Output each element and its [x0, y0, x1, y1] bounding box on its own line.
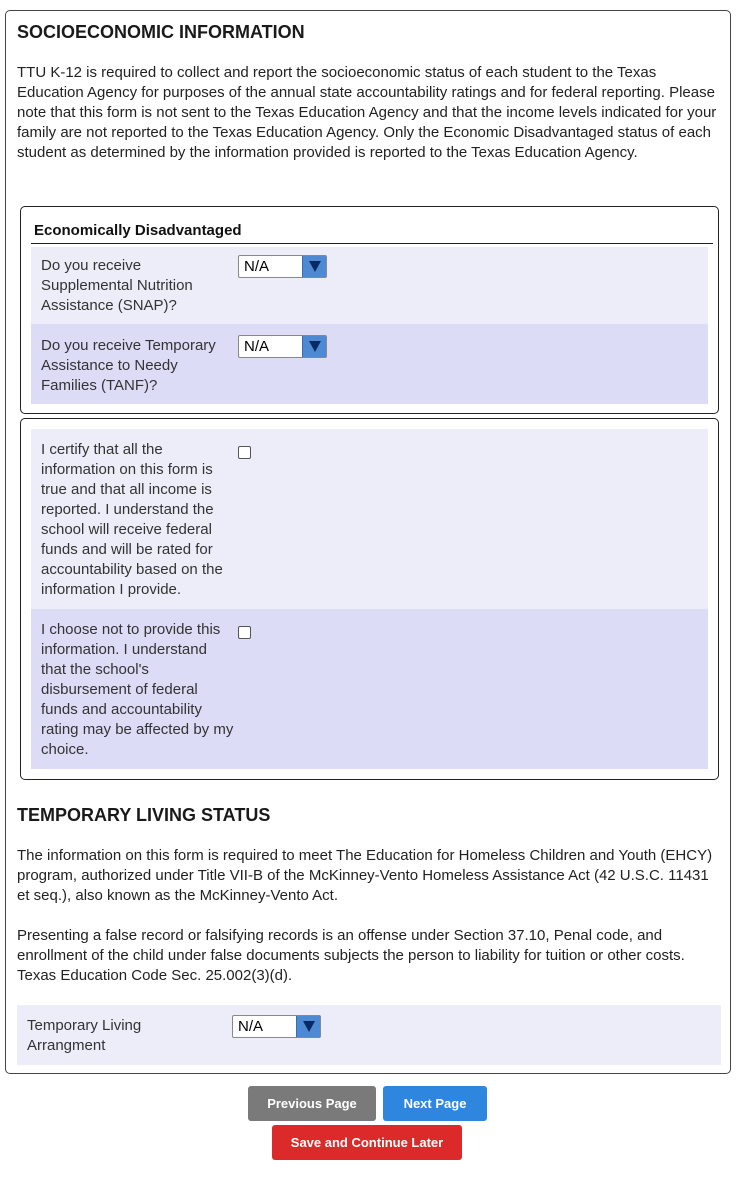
- save-continue-later-button[interactable]: Save and Continue Later: [272, 1125, 462, 1160]
- snap-select[interactable]: [238, 255, 327, 278]
- certify-label: I certify that all the information on this form is true and that all income is reported. I understand the school will receive federal funds and will be rated for accountability based on the information I provide.: [41, 441, 223, 598]
- living-arrangement-label: Temporary Living Arrangment: [27, 1017, 142, 1054]
- snap-row: [31, 247, 708, 324]
- previous-page-button[interactable]: Previous Page: [248, 1086, 376, 1121]
- living-arrangement-value: N/A: [238, 1018, 264, 1035]
- decline-checkbox[interactable]: [238, 626, 251, 639]
- next-page-button[interactable]: Next Page: [383, 1086, 487, 1121]
- form-panel: [5, 10, 731, 1074]
- tanf-select-value: N/A: [244, 338, 270, 355]
- certification-box: [20, 418, 719, 780]
- certify-checkbox[interactable]: [238, 446, 251, 459]
- ehcy-paragraph: The information on this form is required to meet The Education for Homeless Children and Youth (EHCY) program, authorized under Title VII-B of the McKinney-Vento Homeless Assistance Act (42 U.S.C. 11431 et seq.), also known as the McKinney-Vento Act.: [17, 847, 713, 904]
- econ-divider: [31, 243, 713, 244]
- temporary-living-heading: TEMPORARY LIVING STATUS: [17, 805, 271, 825]
- living-arrangement-row: [17, 1005, 721, 1065]
- chevron-down-icon[interactable]: [296, 1016, 320, 1037]
- tanf-row: [31, 324, 708, 404]
- econ-box-title: Economically Disadvantaged: [34, 222, 242, 239]
- decline-row: [31, 609, 708, 769]
- certify-row: [31, 429, 708, 609]
- tanf-label: Do you receive Temporary Assistance to Needy Families (TANF)?: [41, 337, 216, 394]
- snap-label: Do you receive Supplemental Nutrition Assistance (SNAP)?: [41, 257, 193, 314]
- living-arrangement-select[interactable]: [232, 1015, 321, 1038]
- snap-select-value: N/A: [244, 258, 270, 275]
- chevron-down-icon[interactable]: [302, 336, 326, 357]
- decline-label: I choose not to provide this information. I understand that the school's disbursement of federal funds and accountability rating may be affected by my choice.: [41, 621, 234, 758]
- false-record-paragraph: Presenting a false record or falsifying records is an offense under Section 37.10, Penal code, and enrollment of the child under false documents subjects the person to liability for tuition or other costs. Texas Education Code Sec. 25.002(3)(d).: [17, 927, 685, 984]
- socioeconomic-heading: SOCIOECONOMIC INFORMATION: [17, 22, 305, 42]
- socioeconomic-intro: TTU K-12 is required to collect and report the socioeconomic status of each student to the Texas Education Agency for purposes of the annual state accountability ratings and for federal reporting. Please note that this form is not sent to the Texas Education Agency and that the income levels indicated for your family are not reported to the Texas Education Agency. Only the Economic Disadvantaged status of each student as determined by the information provided is reported to the Texas Education Agency.: [17, 64, 717, 161]
- tanf-select[interactable]: [238, 335, 327, 358]
- chevron-down-icon[interactable]: [302, 256, 326, 277]
- economically-disadvantaged-box: [20, 206, 719, 414]
